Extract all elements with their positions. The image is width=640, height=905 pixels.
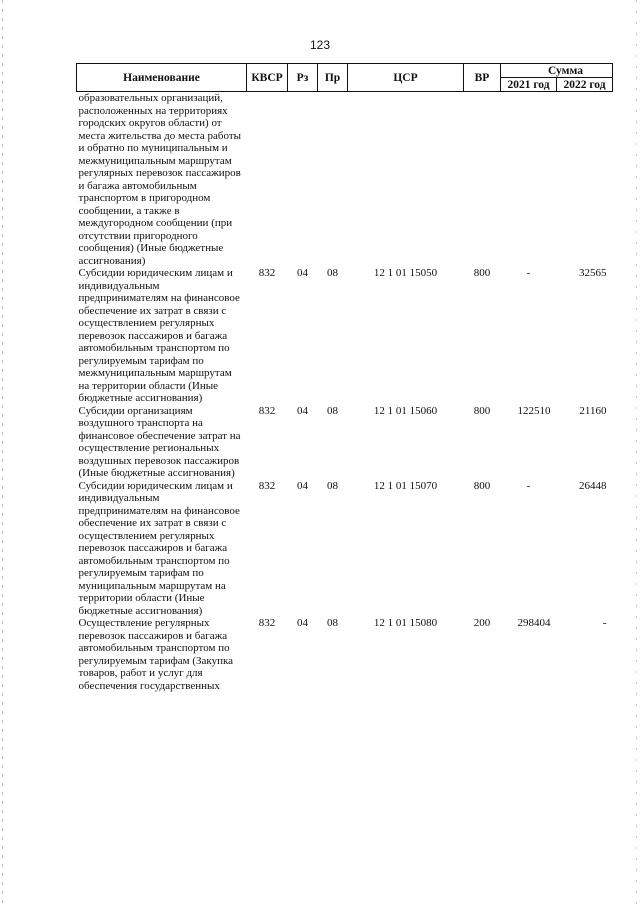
row-pr: 08: [327, 479, 338, 492]
budget-table: [76, 63, 613, 692]
row-name: Субсидии организациям воздушного транспорта на финансовое обеспечение затрат на осуществление региональных воздушных перевозок пассажиров (Иные бюджетные ассигнования): [78, 404, 241, 479]
row-csr: 12 1 01 15080: [373, 617, 438, 629]
header-year-2022: 2022 год: [557, 78, 613, 92]
row-kvsr: 832: [258, 267, 276, 279]
row-csr: 12 1 01 15060: [373, 404, 438, 417]
row-csr: 12 1 01 15050: [373, 267, 438, 279]
header-sum: Сумма: [501, 64, 613, 78]
row-amount-2022: 26448: [579, 479, 607, 492]
row-rz: 04: [297, 479, 308, 492]
row-pr: 08: [327, 617, 338, 629]
row-amount-2022: 21160: [579, 404, 607, 417]
header-pr: Пр: [318, 64, 348, 92]
row-name: Субсидии юридическим лицам и индивидуальным предпринимателям на финансовое обеспечение их затрат в связи с осуществлением регулярных перевозок пассажиров и багажа автомобильным транспортом по регулируемым тарифам по муниципальным маршрутам на территории области (Иные бюджетные ассигнования): [78, 479, 240, 617]
header-kvsr: КВСР: [247, 64, 288, 92]
row-csr: 12 1 01 15070: [373, 479, 438, 492]
row-amount-2021: -: [526, 479, 531, 492]
header-vr: ВР: [464, 64, 501, 92]
row-name: Субсидии юридическим лицам и индивидуальным предпринимателям на финансовое обеспечение их затрат в связи с осуществлением регулярных перевозок пассажиров и багажа автомобильным транспортом по регулируемым тарифам по межмуниципальным маршрутам на территории области (Иные бюджетные ассигнования): [78, 267, 240, 404]
row-amount-2021: -: [526, 267, 531, 279]
table-row: [77, 617, 613, 692]
header-name: Наименование: [77, 64, 247, 92]
row-name: образовательных организаций, расположенных на территориях городских округов области) от места жительства до места работы и обратно по муниципальным и межмуниципальным маршрутам регулярных перевозок пассажиров и багажа автомобильным транспортом в пригородном сообщении, а также в междугородном сообщении (при отсутствии пригородного сообщения) (Иные бюджетные ассигнования): [78, 92, 242, 267]
row-amount-2021: 122510: [517, 404, 551, 417]
scan-edge-left: [2, 0, 3, 905]
row-vr: 800: [473, 404, 491, 417]
row-rz: 04: [297, 617, 308, 629]
table-header: [77, 64, 613, 92]
row-rz: 04: [297, 267, 308, 279]
header-year-2021: 2021 год: [501, 78, 557, 92]
row-vr: 200: [473, 617, 491, 629]
scan-edge-right: [636, 0, 637, 905]
header-csr: ЦСР: [348, 64, 464, 92]
row-kvsr: 832: [258, 404, 276, 417]
row-vr: 800: [473, 267, 491, 279]
row-pr: 08: [327, 267, 338, 279]
row-amount-2021: 298404: [517, 617, 551, 629]
table-row-continuation: [77, 92, 613, 268]
page-number: 123: [309, 38, 331, 52]
table-row: [77, 267, 613, 405]
table-row: [77, 405, 613, 480]
row-name: Осуществление регулярных перевозок пассажиров и багажа автомобильным транспортом по регулируемым тарифам (Закупка товаров, работ и услуг для обеспечения государственных: [78, 617, 234, 692]
row-kvsr: 832: [258, 479, 276, 492]
row-pr: 08: [327, 404, 338, 417]
table-row: [77, 480, 613, 618]
row-rz: 04: [297, 404, 308, 417]
header-rz: Рз: [288, 64, 318, 92]
row-vr: 800: [473, 479, 491, 492]
row-amount-2022: 32565: [579, 267, 607, 279]
row-amount-2022: -: [602, 617, 607, 629]
row-kvsr: 832: [258, 617, 276, 629]
